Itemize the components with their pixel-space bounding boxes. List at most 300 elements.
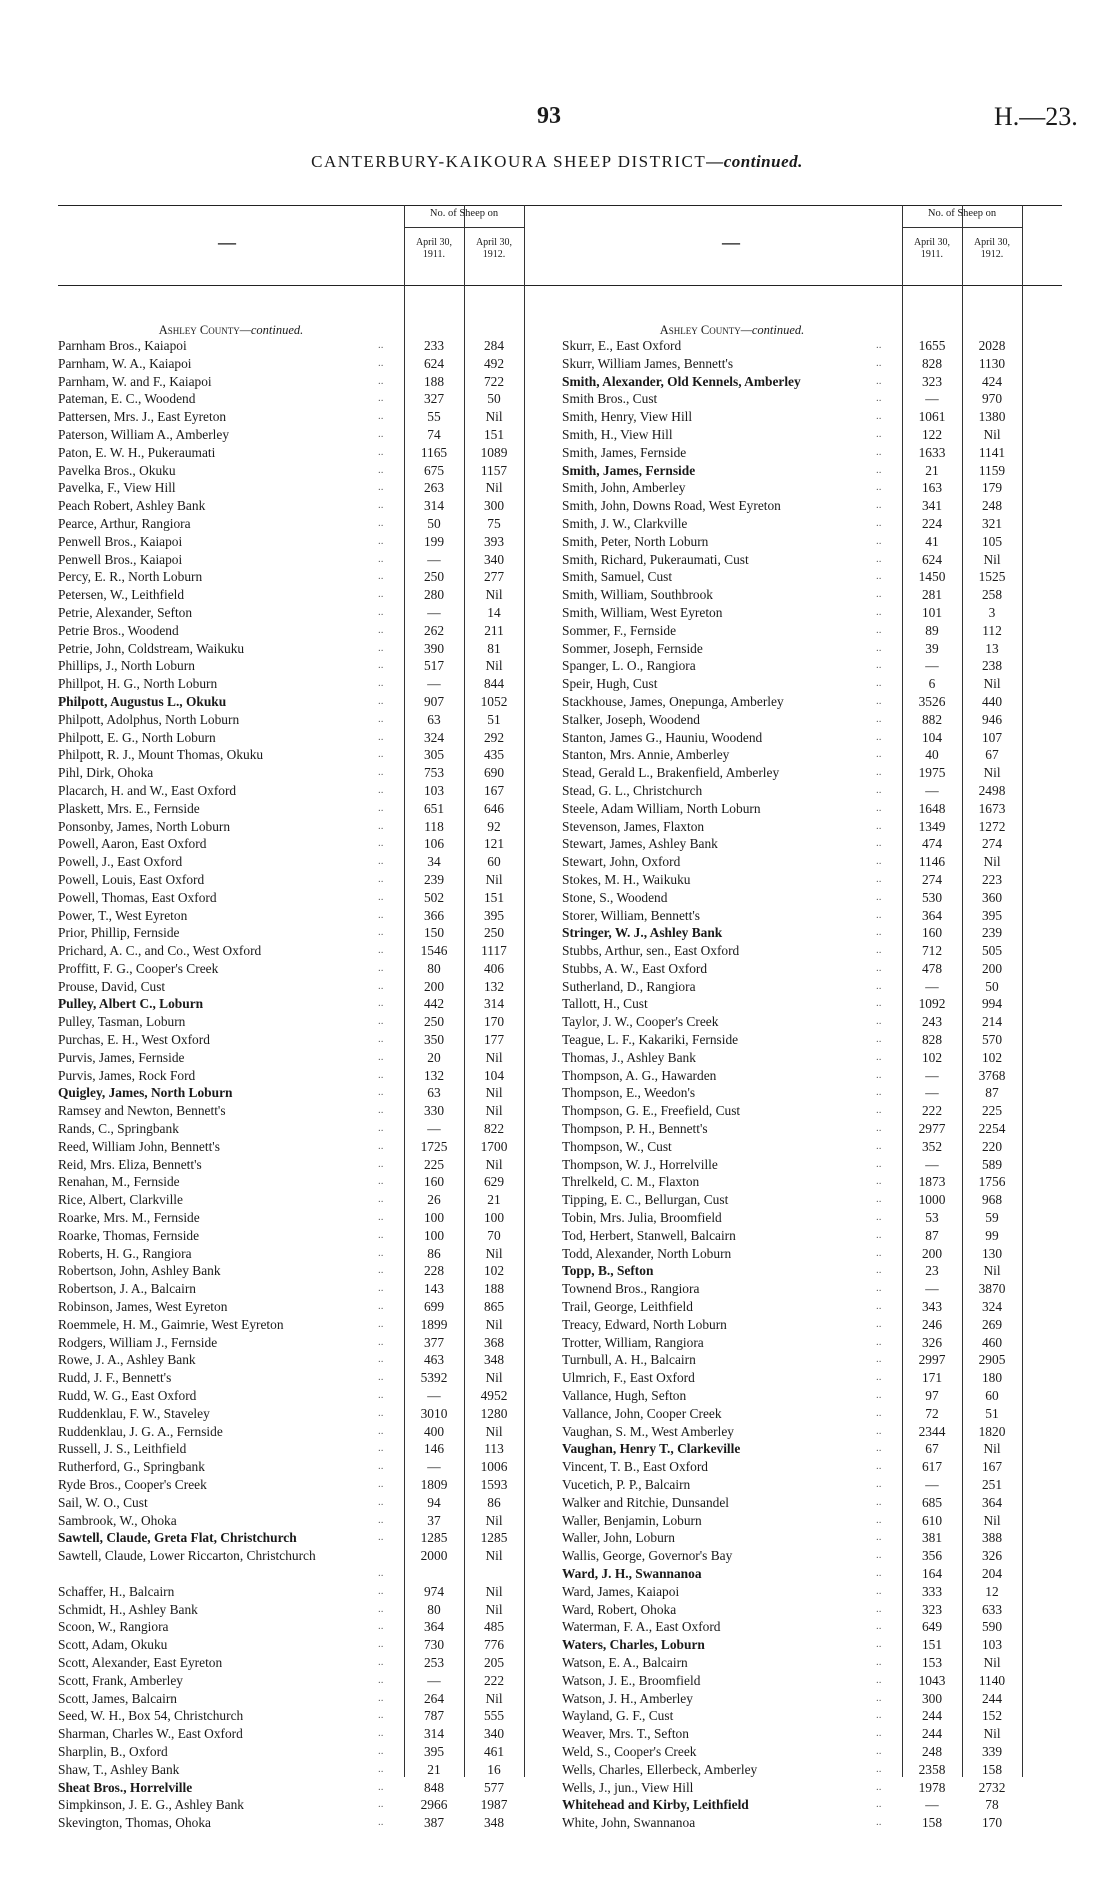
sheep-count-1911: 730 xyxy=(423,1637,445,1653)
holder-name: Russell, J. S., Leithfield xyxy=(58,1441,187,1457)
holder-name: Smith, James, Fernside xyxy=(562,444,687,460)
sheep-count-1912: 67 xyxy=(985,747,999,763)
leader-dots: .. xyxy=(876,1406,882,1419)
sheep-count-1911: 1546 xyxy=(420,943,448,959)
sheep-count-1911: 350 xyxy=(423,1032,445,1048)
leader-dots: .. xyxy=(876,570,882,583)
table-row xyxy=(562,1814,1062,1832)
table-row xyxy=(562,1440,1062,1458)
leader-dots: .. xyxy=(378,1744,384,1757)
table-row xyxy=(562,960,1062,978)
sheep-count-1911: 1450 xyxy=(918,569,946,585)
leader-dots: .. xyxy=(876,659,882,672)
leader-dots: .. xyxy=(378,979,384,992)
table-row xyxy=(562,551,1062,569)
leader-dots: .. xyxy=(378,694,384,707)
leader-dots: .. xyxy=(378,623,384,636)
sheep-count-1912: 75 xyxy=(487,515,501,531)
sheep-count-1912: 99 xyxy=(985,1227,999,1243)
holder-name: Sommer, Joseph, Fernside xyxy=(562,640,703,656)
sheep-count-1911: 243 xyxy=(921,1014,943,1030)
header-col-1912-line1: April 30, xyxy=(973,237,1011,248)
table-row xyxy=(58,1779,565,1797)
section-heading-continued: —continued. xyxy=(239,323,304,337)
holder-name: Rowe, J. A., Ashley Bank xyxy=(58,1352,196,1368)
sheep-count-1911: — xyxy=(925,1085,939,1101)
sheep-count-1911: 253 xyxy=(423,1654,445,1670)
table-row xyxy=(562,1298,1062,1316)
holder-name: Stringer, W. J., Ashley Bank xyxy=(562,925,723,941)
sheep-count-1911: 153 xyxy=(921,1654,943,1670)
holder-name: Rudd, J. F., Bennett's xyxy=(58,1370,172,1386)
leader-dots: .. xyxy=(378,374,384,387)
holder-name: Prichard, A. C., and Co., West Oxford xyxy=(58,943,262,959)
leader-dots: .. xyxy=(876,801,882,814)
table-row xyxy=(58,1440,565,1458)
table-row xyxy=(58,889,565,907)
sheep-count-1911: — xyxy=(427,1459,441,1475)
header-col-1912 xyxy=(464,237,524,261)
sheep-count-1911: 517 xyxy=(423,658,445,674)
sheep-count-1911: 323 xyxy=(921,373,943,389)
table-row xyxy=(58,1387,565,1405)
sheep-count-1912: 314 xyxy=(483,996,505,1012)
sheep-count-1911: 699 xyxy=(423,1299,445,1315)
sheep-count-1911: 262 xyxy=(423,622,445,638)
sheep-count-1912: 81 xyxy=(487,640,501,656)
sheep-count-1912: 12 xyxy=(985,1583,999,1599)
sheep-count-1911: — xyxy=(427,1121,441,1137)
table-row xyxy=(58,1476,565,1494)
holder-name: Stone, S., Woodend xyxy=(562,889,668,905)
sheep-count-1911: 323 xyxy=(921,1601,943,1617)
leader-dots: .. xyxy=(378,712,384,725)
leader-dots: .. xyxy=(378,1246,384,1259)
table-row xyxy=(58,1369,565,1387)
holder-name: Roarke, Mrs. M., Fernside xyxy=(58,1210,200,1226)
sheep-count-1911: 463 xyxy=(423,1352,445,1368)
leader-dots: .. xyxy=(378,1122,384,1135)
holder-name: Petrie Bros., Woodend xyxy=(58,622,179,638)
table-row xyxy=(58,1618,565,1636)
holder-name: Petersen, W., Leithfield xyxy=(58,587,185,603)
holder-name: Stubbs, A. W., East Oxford xyxy=(562,960,708,976)
sheep-count-1911: 50 xyxy=(427,515,441,531)
leader-dots: .. xyxy=(876,445,882,458)
sheep-count-1911: 474 xyxy=(921,836,943,852)
leader-dots: .. xyxy=(378,1566,384,1579)
section-heading-continued: —continued. xyxy=(740,323,805,337)
table-row xyxy=(58,1209,565,1227)
table-row xyxy=(58,1725,565,1743)
sheep-count-1912: 339 xyxy=(981,1743,1003,1759)
holder-name: Smith, Henry, View Hill xyxy=(562,409,693,425)
leader-dots: .. xyxy=(876,1762,882,1775)
leader-dots: .. xyxy=(876,1549,882,1562)
sheep-count-1912: 505 xyxy=(981,943,1003,959)
sheep-count-1911: 160 xyxy=(921,925,943,941)
table-row xyxy=(562,1743,1062,1761)
sheep-count-1912: 151 xyxy=(483,426,505,442)
table-row xyxy=(562,782,1062,800)
sheep-count-1911: 132 xyxy=(423,1067,445,1083)
sheep-count-1912: 3 xyxy=(988,604,996,620)
holder-name: Schmidt, H., Ashley Bank xyxy=(58,1601,198,1617)
sheep-count-1911: 100 xyxy=(423,1210,445,1226)
sheep-count-1912: 393 xyxy=(483,533,505,549)
sheep-count-1912: 1700 xyxy=(480,1138,508,1154)
sheep-count-1911: 100 xyxy=(423,1227,445,1243)
sheep-count-1911: 21 xyxy=(427,1761,441,1777)
holder-name: Thompson, A. G., Hawarden xyxy=(562,1067,717,1083)
leader-dots: .. xyxy=(876,1371,882,1384)
holder-name: Parnham, W. A., Kaiapoi xyxy=(58,355,192,371)
leader-dots: .. xyxy=(378,1727,384,1740)
holder-name: Waters, Charles, Loburn xyxy=(562,1637,705,1653)
table-row xyxy=(58,764,565,782)
table-row xyxy=(58,693,565,711)
sheep-count-1912: 570 xyxy=(981,1032,1003,1048)
sheep-count-1911: 225 xyxy=(423,1156,445,1172)
leader-dots: .. xyxy=(378,1389,384,1402)
sheep-count-1911: 143 xyxy=(423,1281,445,1297)
leader-dots: .. xyxy=(876,623,882,636)
sheep-count-1911: 250 xyxy=(423,1014,445,1030)
holder-name: Peach Robert, Ashley Bank xyxy=(58,498,206,514)
sheep-count-1912: 968 xyxy=(981,1192,1003,1208)
sheep-count-1912: 440 xyxy=(981,693,1003,709)
header-col-1911 xyxy=(404,237,464,261)
leader-dots: .. xyxy=(876,1513,882,1526)
leader-dots: .. xyxy=(378,837,384,850)
table-row xyxy=(58,1601,565,1619)
holder-name: Stalker, Joseph, Woodend xyxy=(562,711,700,727)
leader-dots: .. xyxy=(876,748,882,761)
sheep-count-1912: 3870 xyxy=(978,1281,1006,1297)
leader-dots: .. xyxy=(876,392,882,405)
sheep-count-1912: 78 xyxy=(985,1797,999,1813)
sheep-count-1912: 822 xyxy=(483,1121,505,1137)
leader-dots: .. xyxy=(378,534,384,547)
holder-name: Wells, Charles, Ellerbeck, Amberley xyxy=(562,1761,758,1777)
sheep-count-1912: 170 xyxy=(483,1014,505,1030)
table-row xyxy=(58,1672,565,1690)
table-header-rule xyxy=(562,285,1062,286)
leader-dots: .. xyxy=(378,926,384,939)
leader-dots: .. xyxy=(876,1086,882,1099)
sheep-count-1911: — xyxy=(925,1477,939,1492)
table-row xyxy=(58,337,565,355)
sheep-count-1912: 340 xyxy=(483,551,505,567)
leader-dots: .. xyxy=(378,641,384,654)
holder-name: Philpott, Augustus L., Okuku xyxy=(58,693,227,709)
sheep-count-1912: 100 xyxy=(483,1210,505,1226)
table-header-rule xyxy=(58,285,565,286)
sheep-count-1912: Nil xyxy=(983,426,1001,442)
sheep-count-1912: 51 xyxy=(487,711,501,727)
sheep-count-1911: 222 xyxy=(921,1103,943,1119)
sheep-count-1912: 577 xyxy=(483,1779,505,1795)
holder-name: Stanton, Mrs. Annie, Amberley xyxy=(562,747,730,763)
table-row xyxy=(58,1316,565,1334)
sheep-count-1911: 21 xyxy=(925,462,939,478)
sheep-count-1911: 264 xyxy=(423,1690,445,1706)
sheep-count-1912: Nil xyxy=(485,658,503,674)
holder-name: Petrie, Alexander, Sefton xyxy=(58,604,193,620)
holder-name: Robertson, J. A., Balcairn xyxy=(58,1281,196,1297)
table-row xyxy=(562,1529,1062,1547)
holder-name: Vincent, T. B., East Oxford xyxy=(562,1459,708,1475)
leader-dots: .. xyxy=(876,1246,882,1259)
sheep-count-1911: 239 xyxy=(423,871,445,887)
sheep-count-1912: 364 xyxy=(981,1494,1003,1510)
sheep-count-1912: 104 xyxy=(483,1067,505,1083)
sheep-count-1911: 300 xyxy=(921,1690,943,1706)
sheep-count-1911: 787 xyxy=(423,1708,445,1724)
holder-name: Smith, H., View Hill xyxy=(562,426,673,442)
table-row xyxy=(562,462,1062,480)
holder-name: Smith Bros., Cust xyxy=(562,391,658,407)
holder-name: Threlkeld, C. M., Flaxton xyxy=(562,1174,700,1190)
table-row xyxy=(562,1725,1062,1743)
holder-name: Pearce, Arthur, Rangiora xyxy=(58,515,191,531)
page-title-text: CANTERBURY-KAIKOURA SHEEP DISTRICT xyxy=(311,152,707,171)
table-row xyxy=(562,497,1062,515)
sheep-count-1911: 356 xyxy=(921,1548,943,1564)
holder-name: Sharplin, B., Oxford xyxy=(58,1743,168,1759)
sheep-count-1912: 92 xyxy=(487,818,501,834)
leader-dots: .. xyxy=(378,944,384,957)
sheep-count-1911: — xyxy=(427,551,441,567)
table-row xyxy=(58,657,565,675)
holder-name: Rice, Albert, Clarkville xyxy=(58,1192,183,1208)
sheep-count-1911: 624 xyxy=(423,355,445,371)
sheep-count-1912: 970 xyxy=(981,391,1003,407)
holder-name: Stanton, James G., Hauniu, Woodend xyxy=(562,729,763,745)
table-row xyxy=(562,1102,1062,1120)
sheep-count-1911: 281 xyxy=(921,587,943,603)
sheep-count-1911: 26 xyxy=(427,1192,441,1208)
table-row xyxy=(562,675,1062,693)
sheep-count-1911: 248 xyxy=(921,1743,943,1759)
sheep-count-1912: 1006 xyxy=(480,1459,508,1475)
holder-name: Smith, James, Fernside xyxy=(562,462,696,478)
leader-dots: .. xyxy=(876,908,882,921)
leader-dots: .. xyxy=(876,1104,882,1117)
sheep-count-1912: 60 xyxy=(487,854,501,870)
table-row xyxy=(58,551,565,569)
holder-name: Purvis, James, Fernside xyxy=(58,1049,185,1065)
leader-dots: .. xyxy=(378,499,384,512)
holder-name: Philpott, Adolphus, North Loburn xyxy=(58,711,240,727)
table-row xyxy=(562,1209,1062,1227)
leader-dots: .. xyxy=(876,339,882,351)
sheep-count-1911: 1978 xyxy=(918,1779,946,1795)
leader-dots: .. xyxy=(876,1068,882,1081)
sheep-count-1912: 435 xyxy=(483,747,505,763)
sheep-count-1912: 461 xyxy=(483,1743,505,1759)
holder-name: Stevenson, James, Flaxton xyxy=(562,818,705,834)
leader-dots: .. xyxy=(876,890,882,903)
leader-dots: .. xyxy=(876,1460,882,1473)
holder-name: Parnham Bros., Kaiapoi xyxy=(58,338,187,353)
sheep-count-1911: — xyxy=(925,1067,939,1083)
sheep-count-1912: 865 xyxy=(483,1299,505,1315)
holder-name: Quigley, James, North Loburn xyxy=(58,1085,233,1101)
sheep-count-1912: 107 xyxy=(981,729,1003,745)
sheep-count-1911: 387 xyxy=(423,1815,445,1831)
leader-dots: .. xyxy=(378,1513,384,1526)
sheep-count-1911: 2000 xyxy=(420,1548,448,1564)
sheep-count-1912: 21 xyxy=(487,1192,501,1208)
sheep-count-1912: 324 xyxy=(981,1299,1003,1315)
table-row xyxy=(58,711,565,729)
sheep-count-1911: 324 xyxy=(423,729,445,745)
sheep-count-1912: 132 xyxy=(483,978,505,994)
sheep-count-1912: Nil xyxy=(983,1441,1001,1457)
holder-name: Purvis, James, Rock Ford xyxy=(58,1067,196,1083)
sheep-count-1912: 248 xyxy=(981,498,1003,514)
sheep-count-1911: 200 xyxy=(921,1245,943,1261)
header-col-1911-line2: 1911. xyxy=(422,249,446,260)
table-row xyxy=(58,390,565,408)
leader-dots: .. xyxy=(876,1317,882,1330)
table-row xyxy=(562,479,1062,497)
section-heading-name: Ashley County xyxy=(659,323,741,337)
table-row xyxy=(562,444,1062,462)
leader-dots: .. xyxy=(378,1531,384,1544)
leader-dots: .. xyxy=(876,1709,882,1722)
sheep-count-1911: 263 xyxy=(423,480,445,496)
sheep-count-1912: 460 xyxy=(981,1334,1003,1350)
leader-dots: .. xyxy=(378,356,384,369)
sheep-count-1911: 37 xyxy=(427,1512,441,1528)
holder-name: Stackhouse, James, Onepunga, Amberley xyxy=(562,693,784,709)
holder-name: Waterman, F. A., East Oxford xyxy=(562,1619,721,1635)
leader-dots: .. xyxy=(876,961,882,974)
sheep-count-1911: 20 xyxy=(427,1049,441,1065)
sheep-count-1912: Nil xyxy=(485,1601,503,1617)
table-row xyxy=(58,355,565,373)
sheep-count-1911: 326 xyxy=(921,1334,943,1350)
table-row xyxy=(562,1423,1062,1441)
table-row xyxy=(562,1084,1062,1102)
sheep-count-1911: 163 xyxy=(921,480,943,496)
sheep-count-1911: — xyxy=(925,782,939,798)
sheep-count-1912: 1141 xyxy=(978,444,1006,460)
leader-dots: .. xyxy=(876,1228,882,1241)
holder-name: Paterson, William A., Amberley xyxy=(58,426,230,442)
table-row xyxy=(58,1049,565,1067)
holder-name: Power, T., West Eyreton xyxy=(58,907,188,923)
header-col-1912 xyxy=(962,237,1022,261)
leader-dots: .. xyxy=(876,1691,882,1704)
sheep-count-1912: 244 xyxy=(981,1690,1003,1706)
sheep-count-1912: 776 xyxy=(483,1637,505,1653)
holder-name: Percy, E. R., North Loburn xyxy=(58,569,203,585)
holder-name: Powell, J., East Oxford xyxy=(58,854,183,870)
sheep-count-1911: 1725 xyxy=(420,1138,448,1154)
sheep-count-1912: 167 xyxy=(981,1459,1003,1475)
table-row xyxy=(562,1245,1062,1263)
sheep-count-1911: 651 xyxy=(423,800,445,816)
sheep-count-1911: 330 xyxy=(423,1103,445,1119)
sheep-count-1911: 2966 xyxy=(420,1797,448,1813)
sheep-count-1912: 348 xyxy=(483,1815,505,1831)
leader-dots: .. xyxy=(378,1620,384,1633)
page-number: 93 xyxy=(537,103,561,129)
table-row xyxy=(562,1156,1062,1174)
holder-name: Sail, W. O., Cust xyxy=(58,1494,148,1510)
left-table xyxy=(58,205,565,1831)
leader-dots: .. xyxy=(378,588,384,601)
holder-name: Thompson, E., Weedon's xyxy=(562,1085,696,1101)
table-row xyxy=(562,1173,1062,1191)
leader-dots: .. xyxy=(378,1762,384,1775)
leader-dots: .. xyxy=(378,1050,384,1063)
sheep-count-1911: 352 xyxy=(921,1138,943,1154)
leader-dots: .. xyxy=(876,1389,882,1402)
holder-name: Ramsey and Newton, Bennett's xyxy=(58,1103,226,1119)
header-col-1911-line1: April 30, xyxy=(913,237,951,248)
sheep-count-1912: Nil xyxy=(983,1512,1001,1528)
holder-name: Smith, Richard, Pukeraumati, Cust xyxy=(562,551,749,567)
holder-name: Placarch, H. and W., East Oxford xyxy=(58,782,237,798)
holder-name: Vaughan, S. M., West Amberley xyxy=(562,1423,734,1439)
table-row xyxy=(562,1280,1062,1298)
sheep-count-1911: 1633 xyxy=(918,444,946,460)
leader-dots: .. xyxy=(876,410,882,423)
leader-dots: .. xyxy=(378,677,384,690)
sheep-count-1911: — xyxy=(427,1672,441,1688)
holder-name: Tallott, H., Cust xyxy=(562,996,648,1012)
holder-name: Sawtell, Claude, Greta Flat, Christchurch xyxy=(58,1530,297,1546)
holder-name: Penwell Bros., Kaiapoi xyxy=(58,551,183,567)
sheep-count-1912: Nil xyxy=(983,676,1001,692)
sheep-count-1912: 151 xyxy=(483,889,505,905)
table-row xyxy=(562,1583,1062,1601)
leader-dots: .. xyxy=(876,1033,882,1046)
table-row xyxy=(58,586,565,604)
holder-name: Ulmrich, F., East Oxford xyxy=(562,1370,695,1386)
sheep-count-1911: 478 xyxy=(921,960,943,976)
leader-dots: .. xyxy=(876,1727,882,1740)
table-row xyxy=(562,426,1062,444)
table-row xyxy=(562,800,1062,818)
table-row xyxy=(562,390,1062,408)
table-row xyxy=(58,479,565,497)
holder-name: Trail, George, Leithfield xyxy=(562,1299,693,1315)
holder-name: Sutherland, D., Rangiora xyxy=(562,978,696,994)
sheep-count-1912: 2254 xyxy=(978,1121,1006,1137)
holder-name: Simpkinson, J. E. G., Ashley Bank xyxy=(58,1797,244,1813)
sheep-count-1911: 712 xyxy=(921,943,943,959)
table-row xyxy=(58,960,565,978)
leader-dots: .. xyxy=(876,481,882,494)
sheep-count-1911: 395 xyxy=(423,1743,445,1759)
leader-dots: .. xyxy=(876,1655,882,1668)
page-title-continued: —continued. xyxy=(706,152,803,171)
holder-name: Powell, Thomas, East Oxford xyxy=(58,889,217,905)
sheep-count-1911: 364 xyxy=(921,907,943,923)
table-row xyxy=(562,1565,1062,1583)
leader-dots: .. xyxy=(378,801,384,814)
leader-dots: .. xyxy=(876,1015,882,1028)
sheep-count-1911: 848 xyxy=(423,1779,445,1795)
holder-name: Stubbs, Arthur, sen., East Oxford xyxy=(562,943,740,959)
sheep-count-1911: 314 xyxy=(423,498,445,514)
sheep-count-1911: 34 xyxy=(427,854,441,870)
